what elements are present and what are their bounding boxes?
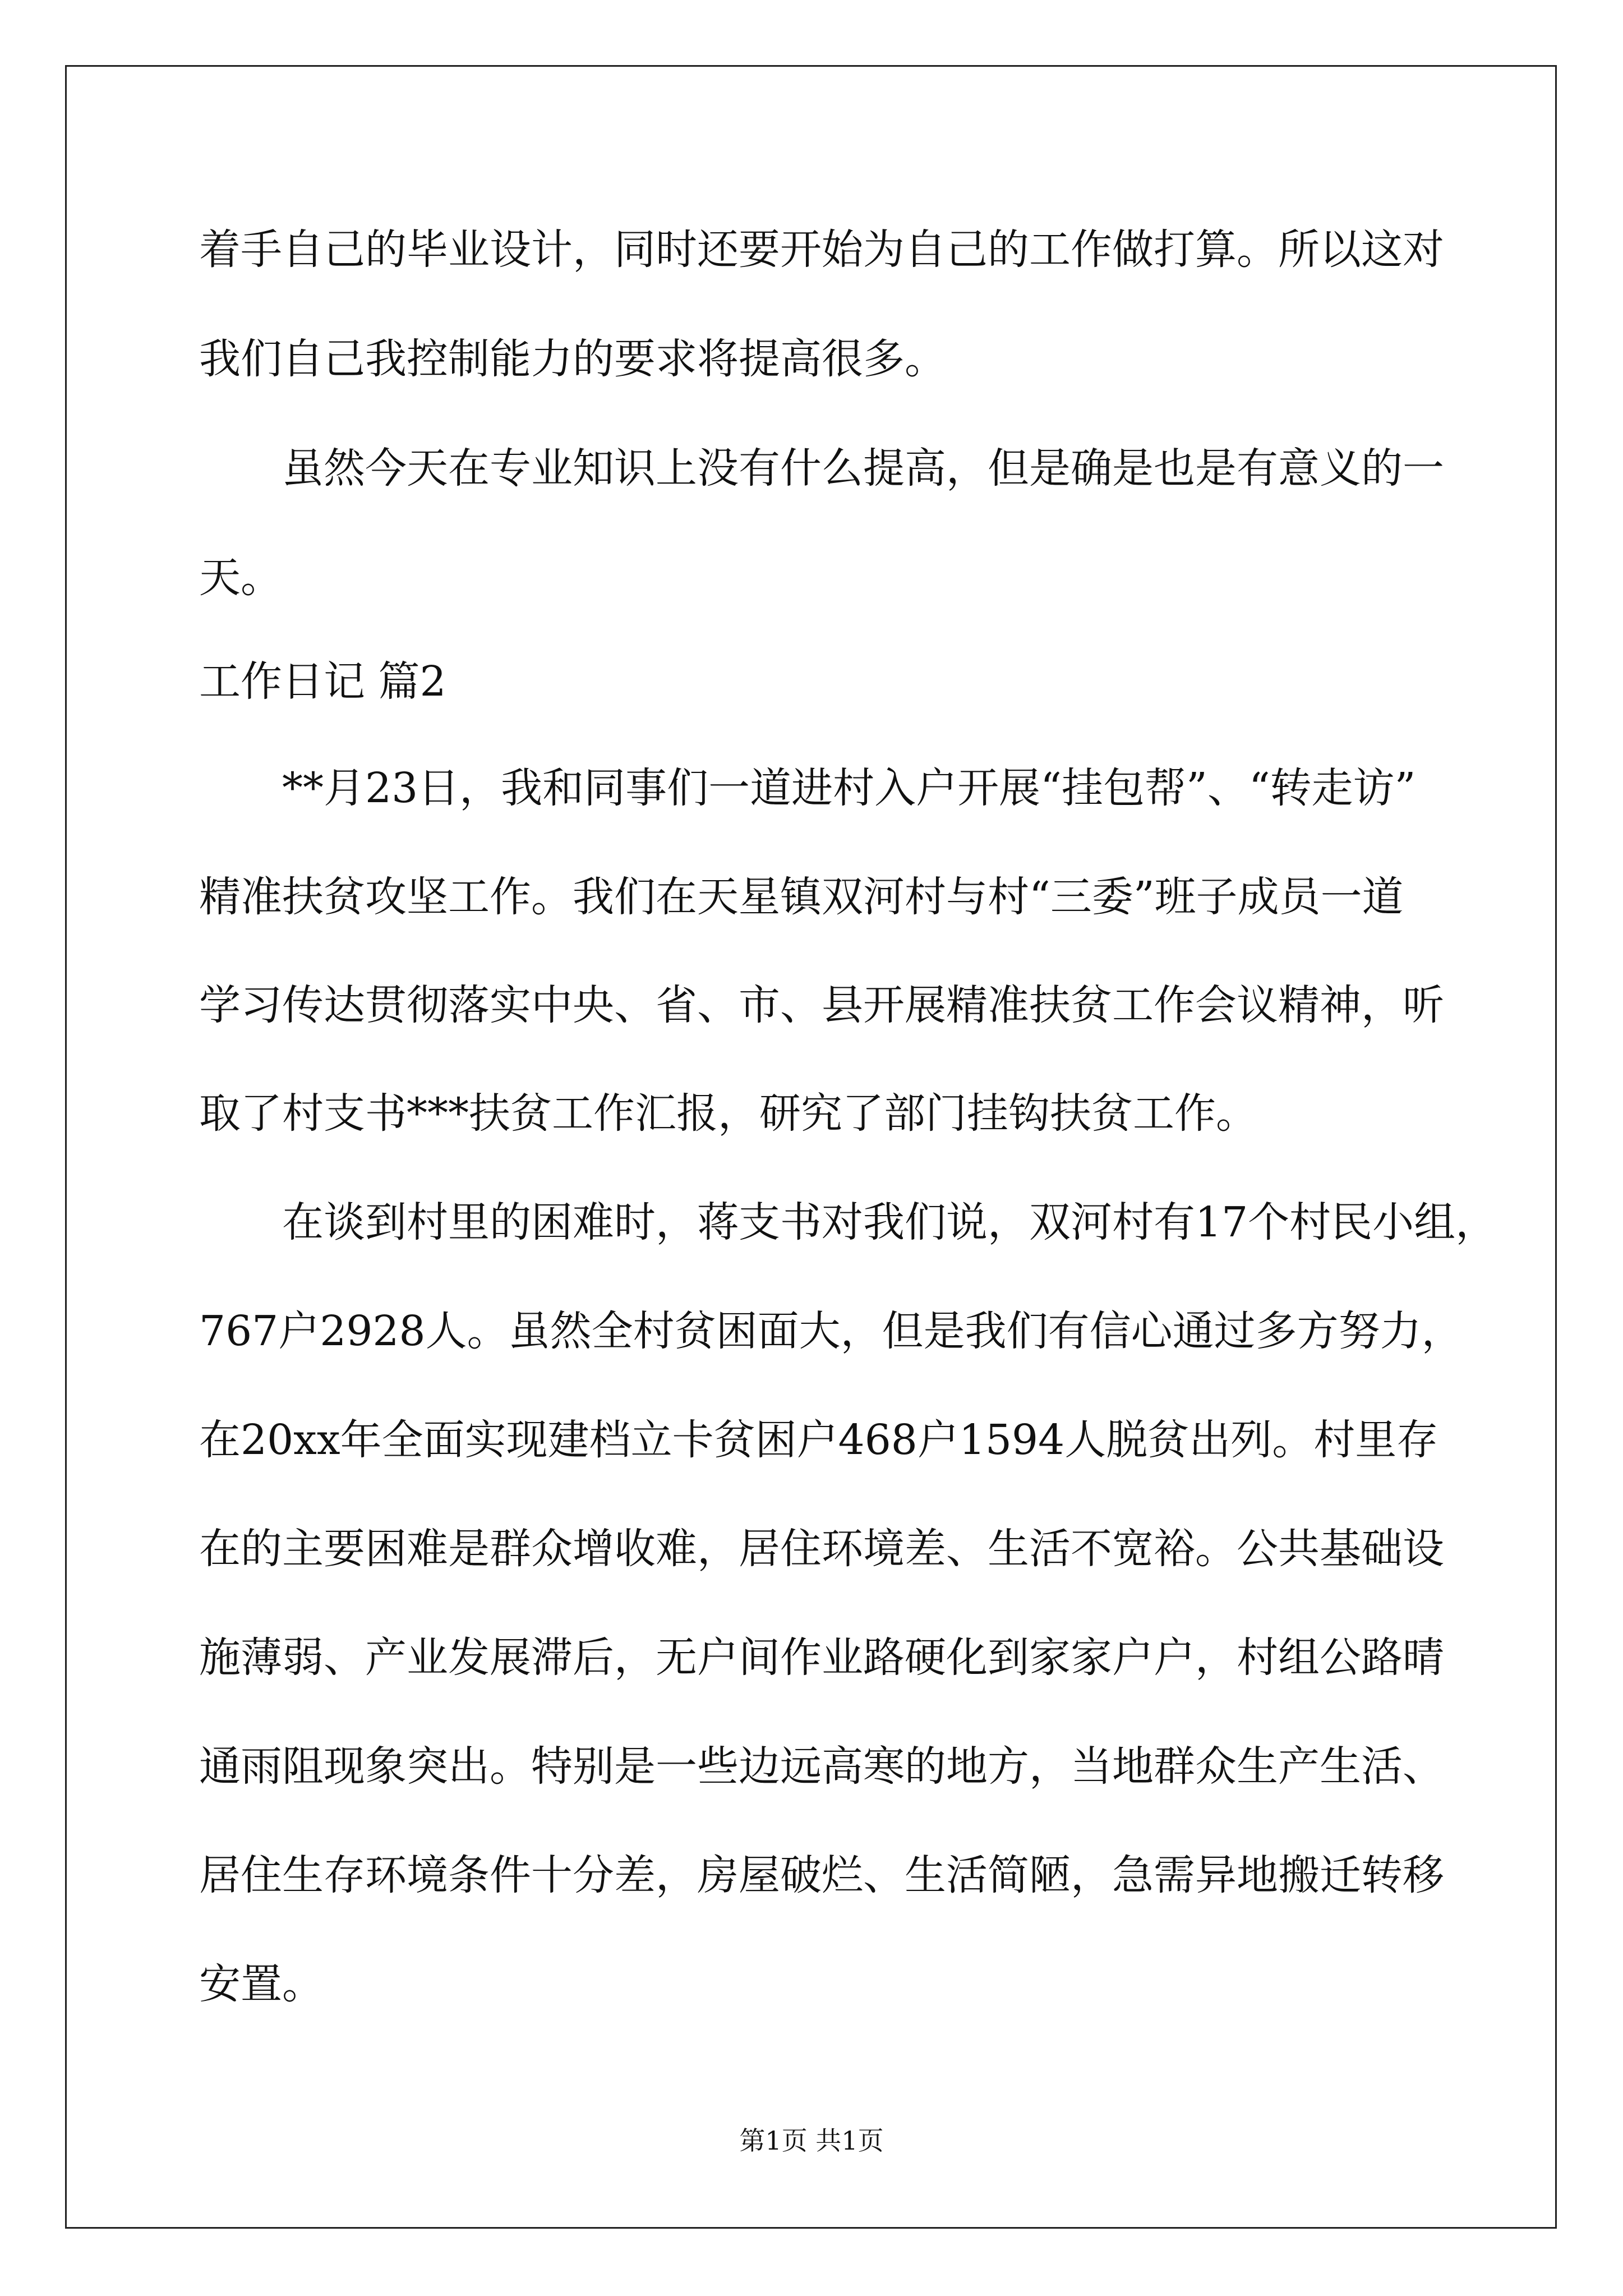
page-number: 第1页 共1页	[739, 2125, 884, 2156]
text-line: 施薄弱、产业发展滞后，无户间作业路硬化到家家户户，村组公路晴	[199, 1634, 1444, 1682]
text-line: **月23日，我和同事们一道进村入户开展“挂包帮”、“转走访”	[282, 764, 1416, 812]
text-line: 居住生存环境条件十分差，房屋破烂、生活简陋，急需异地搬迁转移	[199, 1851, 1444, 1899]
text-line: 取了村支书***扶贫工作汇报，研究了部门挂钩扶贫工作。	[199, 1089, 1257, 1138]
text-line: 我们自己我控制能力的要求将提高很多。	[199, 335, 946, 383]
text-line: 学习传达贯彻落实中央、省、市、县开展精准扶贫工作会议精神，听	[199, 981, 1444, 1029]
page-border	[65, 65, 1557, 2229]
text-line: 在20xx年全面实现建档立卡贫困户468户1594人脱贫出列。村里存	[199, 1416, 1438, 1464]
text-line: 虽然今天在专业知识上没有什么提高，但是确是也是有意义的一	[282, 444, 1444, 493]
text-line: 通雨阻现象突出。特别是一些边远高寒的地方，当地群众生产生活、	[199, 1742, 1444, 1791]
text-line: 天。	[199, 554, 282, 602]
text-line: 着手自己的毕业设计，同时还要开始为自己的工作做打算。所以这对	[199, 226, 1444, 274]
text-line: 767户2928人。虽然全村贫困面大，但是我们有信心通过多方努力，	[199, 1307, 1463, 1355]
text-line: 安置。	[199, 1960, 324, 2008]
section-heading: 工作日记 篇2	[199, 657, 446, 706]
text-line: 在谈到村里的困难时，蒋支书对我们说，双河村有17个村民小组，	[282, 1198, 1497, 1246]
text-line: 精准扶贫攻坚工作。我们在天星镇双河村与村“三委”班子成员一道	[199, 873, 1404, 921]
text-line: 在的主要困难是群众增收难，居住环境差、生活不宽裕。公共基础设	[199, 1525, 1444, 1573]
